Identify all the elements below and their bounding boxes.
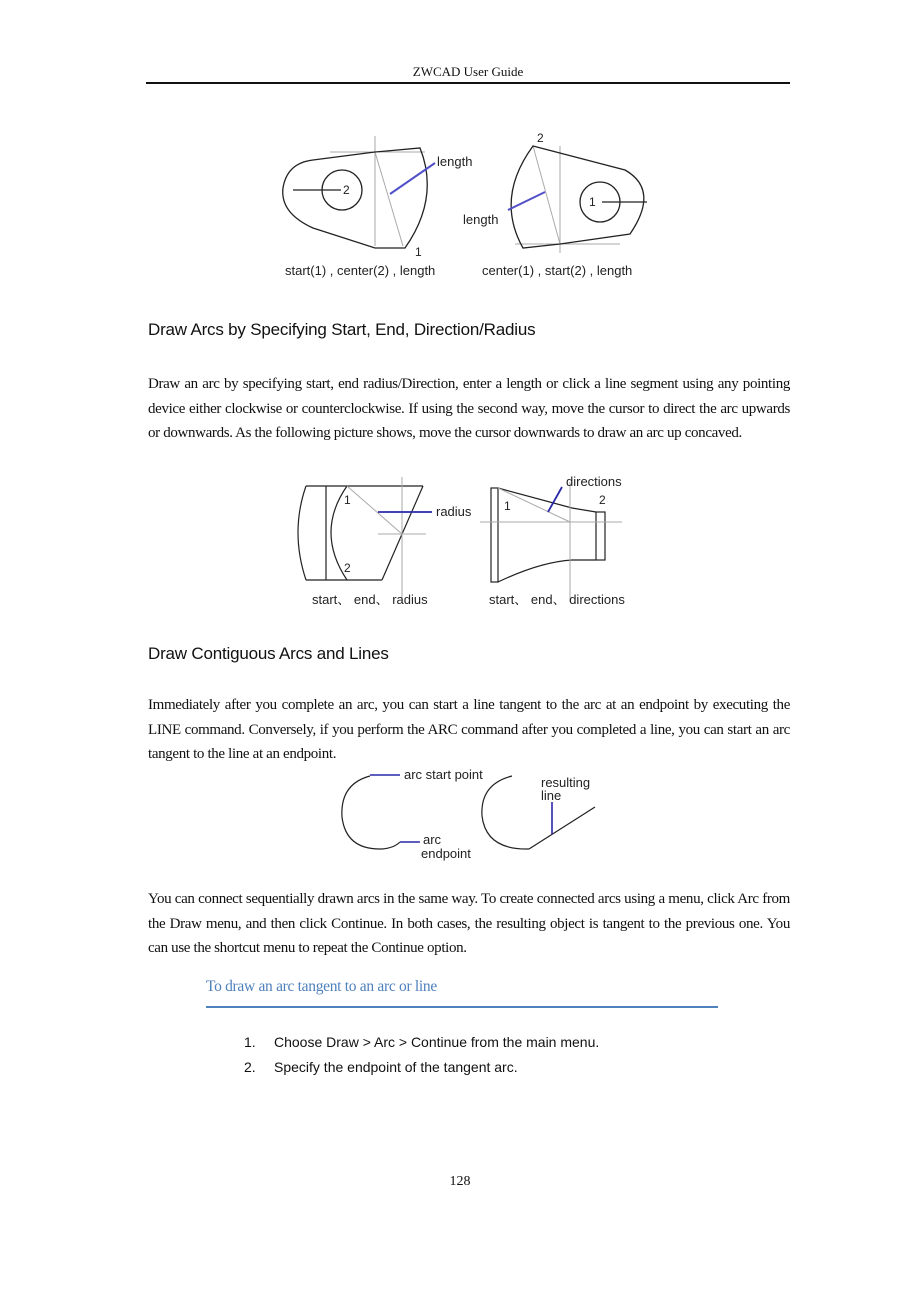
- section-paragraph-2: You can connect sequentially drawn arcs in the same way. To create connected arcs using a menu, click Arc from the Draw menu, and then click Continue. In both cases, the resulting object is tangent to the previous one. You can use the shortcut menu to repeat the Continue option.: [148, 891, 790, 956]
- label-arc-start-point: arc start point: [404, 767, 483, 782]
- section-heading-start-end-direction: Draw Arcs by Specifying Start, End, Direction/Radius: [148, 320, 536, 339]
- step-number: 2.: [244, 1059, 256, 1075]
- procedure-rule: [206, 1006, 718, 1008]
- point-label-1: 1: [504, 499, 511, 513]
- figure-left-start-end-radius: [298, 477, 472, 607]
- caption-left: start、 end、 radius: [312, 592, 428, 607]
- caption-left: start(1) , center(2) , length: [285, 263, 436, 278]
- label-line: line: [541, 788, 562, 803]
- caption-right: center(1) , start(2) , length: [482, 263, 633, 278]
- label-radius: radius: [436, 504, 472, 519]
- point-label-1: 1: [415, 245, 422, 259]
- label-length-left: length: [437, 154, 473, 169]
- procedure-title: To draw an arc tangent to an arc or line: [206, 978, 437, 995]
- procedure-step: [244, 1055, 599, 1080]
- figure-start-center-length: [275, 128, 660, 283]
- step-text: Choose Draw > Arc > Continue from the main menu.: [274, 1034, 600, 1050]
- section-paragraph-1: Immediately after you complete an arc, you can start a line tangent to the arc at an endpoint by executing the LINE command. Conversely, if you perform the ARC command after you completed a line, you can start an arc tangent to the line at an endpoint.: [148, 697, 790, 762]
- label-length-right: length: [463, 212, 499, 227]
- point-label-2: 2: [344, 561, 351, 575]
- label-directions: directions: [566, 474, 622, 489]
- procedure-steps: [244, 1030, 599, 1080]
- procedure-step: [244, 1030, 599, 1055]
- figure-right-start-end-directions: [480, 474, 625, 607]
- step-text: Specify the endpoint of the tangent arc.: [274, 1059, 518, 1075]
- figure-right-center-start-length: [463, 131, 647, 278]
- label-arc: arc: [423, 832, 442, 847]
- point-label-1: 1: [589, 195, 596, 209]
- figure-right-resulting-line: [482, 775, 595, 849]
- section-heading-contiguous: Draw Contiguous Arcs and Lines: [148, 644, 389, 663]
- running-header: ZWCAD User Guide: [412, 64, 524, 79]
- figure-contiguous-arcs-lines: [332, 762, 612, 864]
- header-rule: [146, 82, 790, 84]
- step-number: 1.: [244, 1034, 256, 1050]
- figure-start-end-radius-directions: [290, 472, 640, 612]
- page-number: 128: [449, 1174, 471, 1189]
- figure-left-arc: [342, 767, 483, 861]
- label-resulting: resulting: [541, 775, 591, 790]
- point-label-2: 2: [599, 493, 606, 507]
- point-label-2: 2: [537, 131, 544, 145]
- figure-left-start-center-length: [283, 136, 473, 278]
- point-label-1: 1: [344, 493, 351, 507]
- point-label-2: 2: [343, 183, 350, 197]
- caption-right: start、 end、 directions: [489, 592, 625, 607]
- section-paragraph: Draw an arc by specifying start, end radius/Direction, enter a length or click a line segment using any pointing device either clockwise or counterclockwise. If using the second way, move the cursor to direct the arc upwards or downwards. As the following picture shows, move the cursor downwards to draw an arc up concaved.: [148, 376, 790, 441]
- label-endpoint: endpoint: [421, 846, 471, 861]
